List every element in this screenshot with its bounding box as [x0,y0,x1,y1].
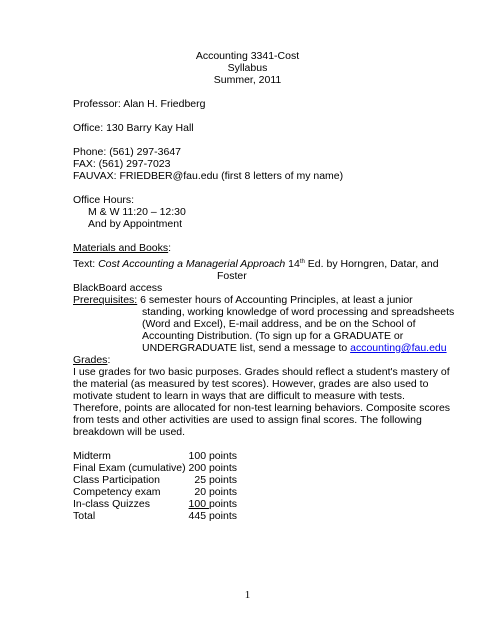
edition-number: 14 [285,258,300,270]
grades-para-1: I use grades for two basic purposes. Grades should reflect a student's mastery of [73,366,450,378]
phone-line: Phone: (561) 297-3647 [73,146,181,158]
prerequisites-text-4: Accounting Distribution. (To sign up for a GRADUATE or [142,330,404,342]
grade-item-name: Competency exam [73,486,161,498]
grade-item-name: Total [73,510,96,522]
office-hours-appointment: And by Appointment [88,218,182,230]
prerequisites-text-1: 6 semester hours of Accounting Principles, at least a junior [137,294,413,306]
grades-colon: : [107,354,111,366]
term: Summer, 2011 [213,74,282,86]
office-hours-heading: Office Hours: [73,194,135,206]
grades-para-3: motivate student to learn in ways that are difficult to measure with tests. [73,390,405,402]
materials-heading-text: Materials and Books [73,242,169,254]
grade-item-points: 25 points [194,474,237,486]
prerequisites-line [73,294,413,306]
grades-para-5: from tests and other activities are used to assign final scores. The following [73,414,422,426]
edition-authors: Ed. by Horngren, Datar, and [304,258,439,270]
grade-item-points: 445 points [188,510,237,522]
grade-item-points: 20 points [194,486,237,498]
document-type: Syllabus [227,62,268,74]
grade-item-name: In-class Quizzes [73,498,151,510]
blackboard-line: BlackBoard access [73,282,163,294]
textbook-line [73,258,439,270]
grades-para-2: the material (as measured by test scores). However, grades are also used to [73,378,429,390]
textbook-title: Cost Accounting a Managerial Approach [98,258,286,270]
grades-heading-text: Grades [73,354,108,366]
fauvax-line: FAUVAX: FRIEDBER@fau.edu (first 8 letters of my name) [73,170,344,182]
materials-colon: : [168,242,172,254]
grade-item-points: 200 points [188,462,237,474]
grades-heading [73,354,110,366]
accounting-email-link[interactable]: accounting@fau.edu [350,342,447,354]
prerequisites-text-3: (Word and Excel), E-mail address, and be on the School of [142,318,416,330]
office-hours-times: M & W 11:20 – 12:30 [88,206,186,218]
page-number: 1 [244,589,251,601]
edition-superscript: th [299,259,305,265]
prerequisites-text-5a: UNDERGRADUATE list, send a message to [142,342,351,354]
textbook-authors-cont: Foster [217,270,247,282]
prerequisites-heading: Prerequisites: [73,294,138,306]
text-prefix: Text: [73,258,99,270]
prerequisites-text-5 [142,342,447,354]
professor-line: Professor: Alan H. Friedberg [73,98,206,110]
office-line: Office: 130 Barry Kay Hall [73,122,194,134]
grades-para-6: breakdown will be used. [73,426,186,438]
grade-item-name: Final Exam (cumulative) [73,462,186,474]
grade-item-points-number: 100 [188,498,209,510]
grade-item-name: Class Participation [73,474,160,486]
grade-item-points-unit: points [208,498,237,510]
grade-item-points: 100 points [188,450,237,462]
materials-heading [73,242,171,254]
prerequisites-text-2: standing, working knowledge of word processing and spreadsheets [142,306,455,318]
fax-line: FAX: (561) 297-7023 [73,158,171,170]
grade-item-points [147,498,237,510]
course-title: Accounting 3341-Cost [195,50,300,62]
grade-item-name: Midterm [73,450,111,462]
grades-para-4: Therefore, points are allocated for non-test learning behaviors. Composite scores [73,402,451,414]
